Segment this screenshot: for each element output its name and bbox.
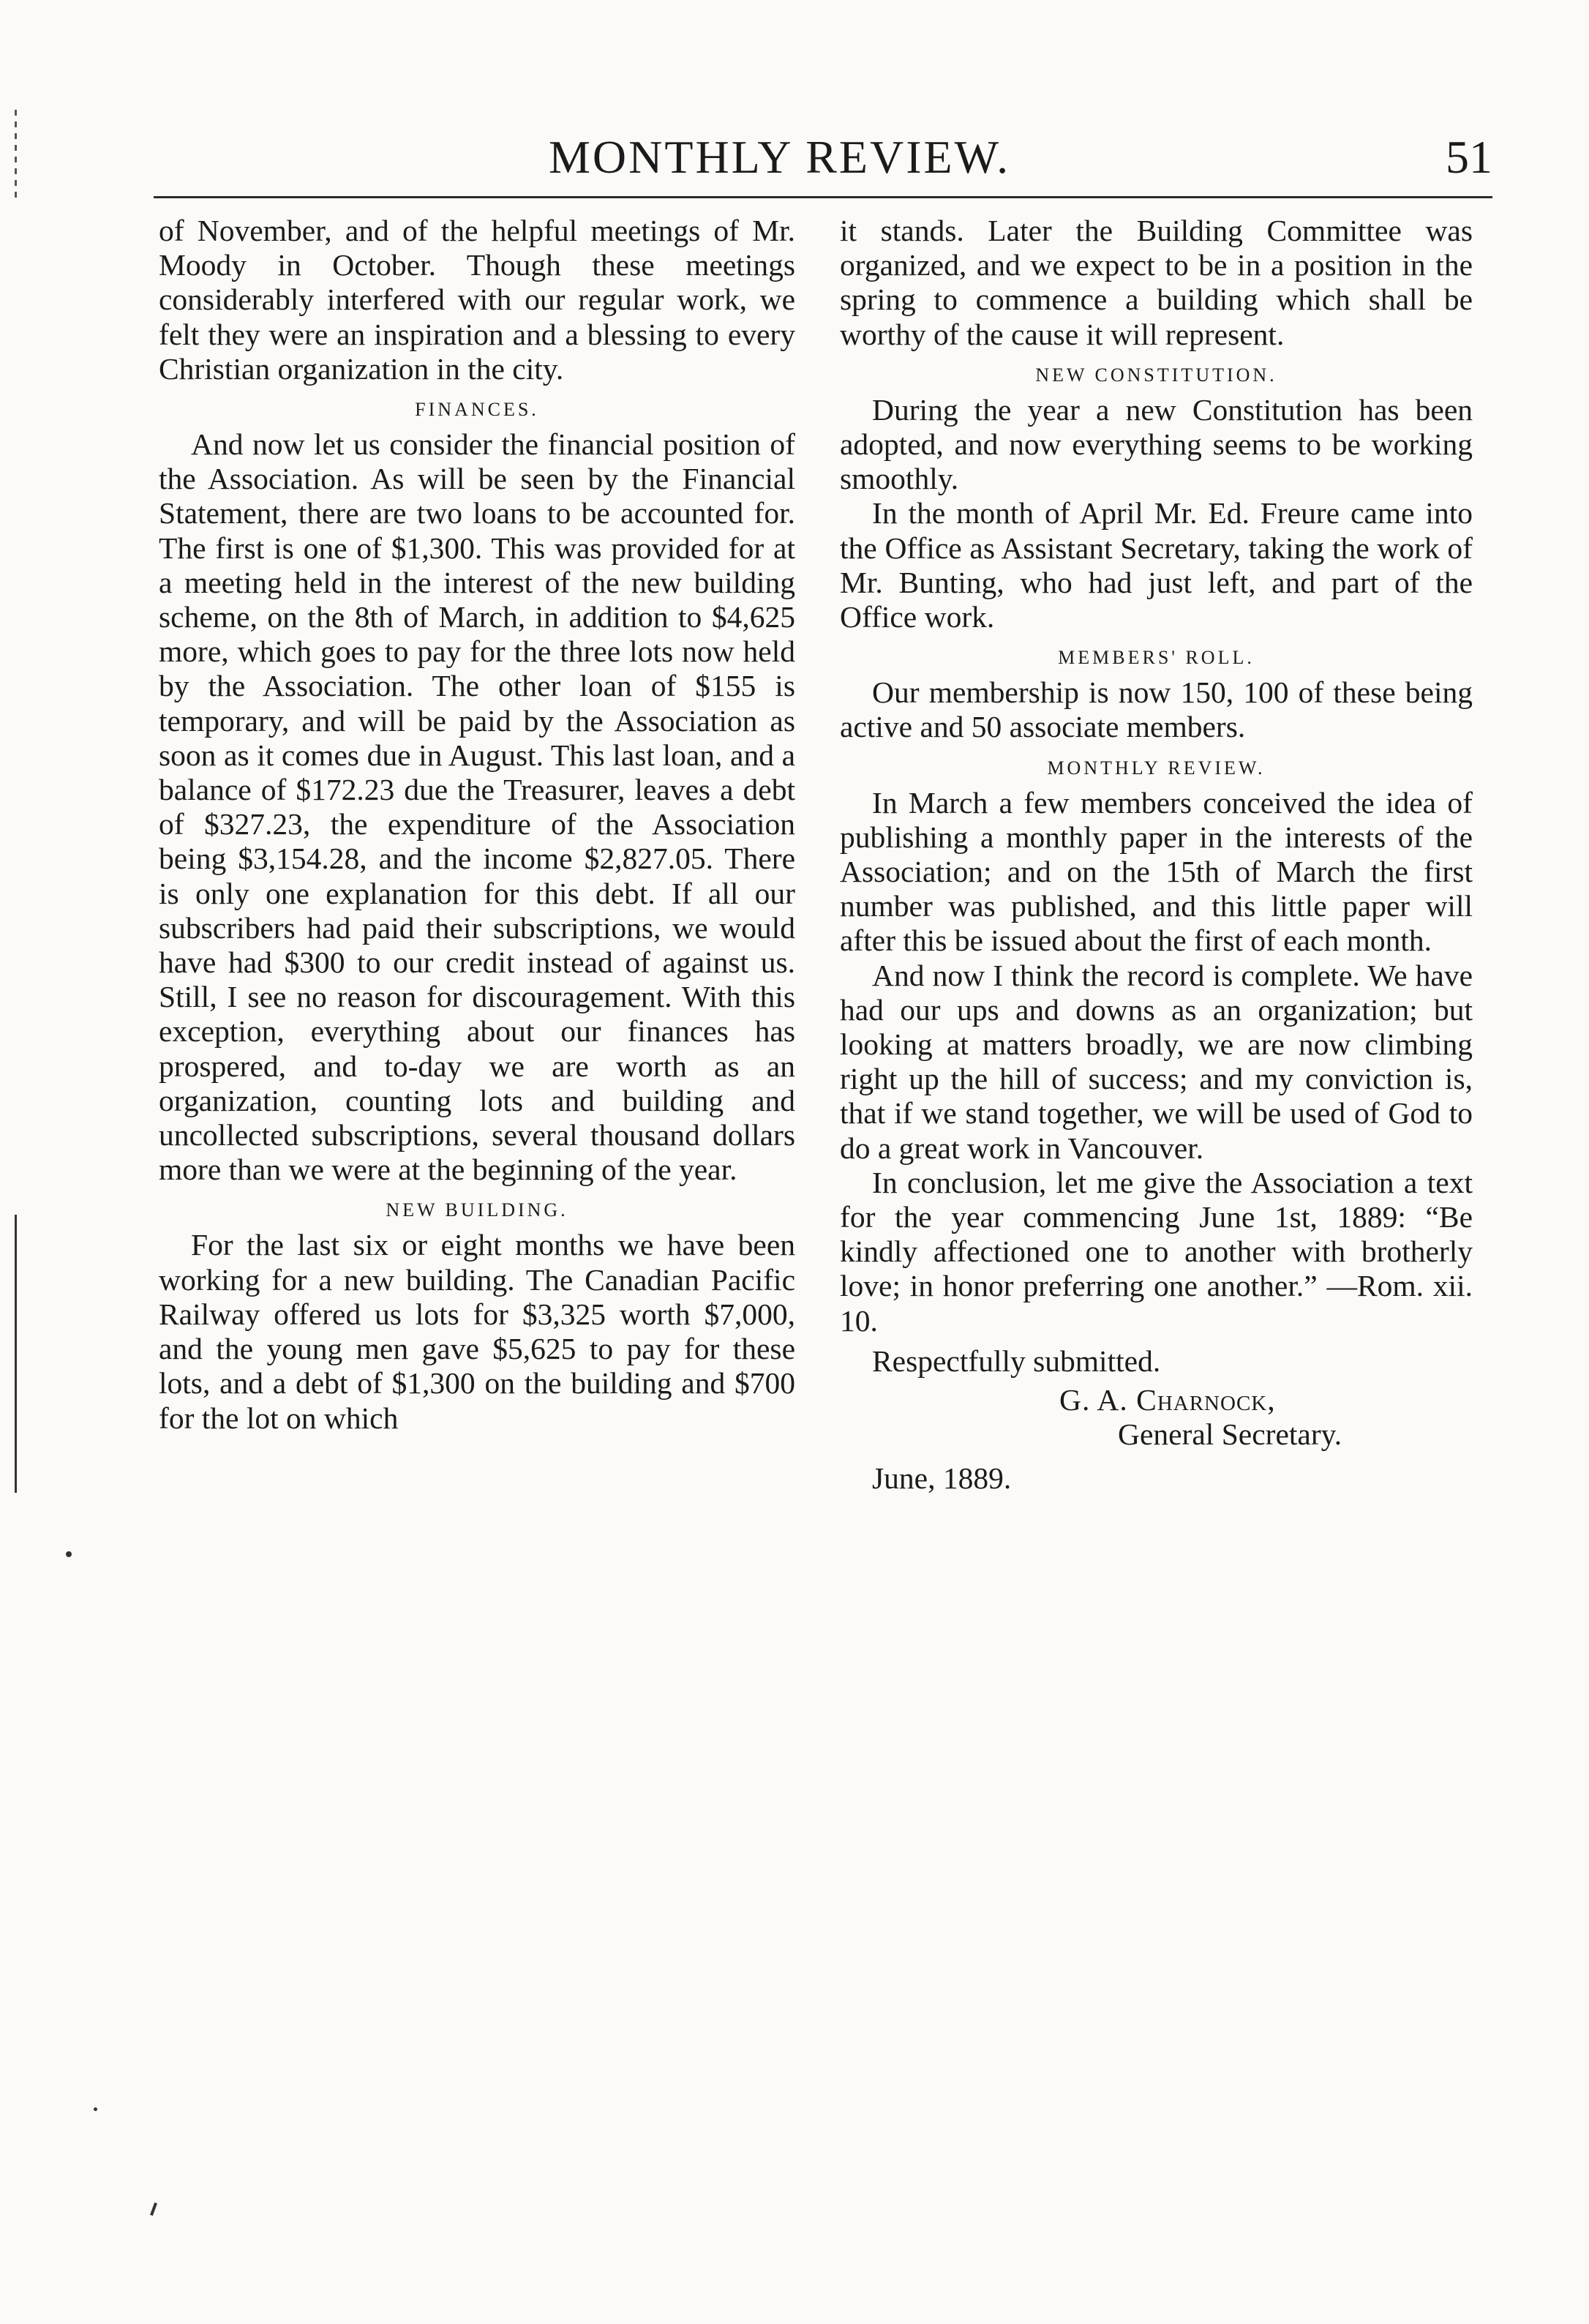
margin-mark-left-top [15,110,17,198]
paragraph-conclusion: In conclusion, let me give the Association a text for the year commencing June 1st, 1889: “Be kindly affectioned one to another with brotherly love; in honor preferring one another.” —Rom. xii. 10. [840,1165,1473,1338]
section-heading-new-building: NEW BUILDING. [386,1199,568,1221]
section-heading-finances: FINANCES. [415,399,539,421]
page-number: 51 [1446,131,1492,183]
running-title: MONTHLY REVIEW. [549,131,1011,183]
section-heading-new-constitution: NEW CONSTITUTION. [1035,364,1277,386]
running-head [154,130,1492,196]
paragraph-new-building: For the last six or eight months we have been working for a new building. The Canadian Pacific Railway offered us lots for $3,325 worth $7,000, and the young men gave $5,625 to pay for these lots, and a debt of $1,300 on the building and $700 for the lot on which [159,1228,795,1435]
margin-mark-left-bar [15,1215,17,1493]
closing-block [840,1344,1473,1496]
paragraph-assistant-secretary: In the month of April Mr. Ed. Freure came into the Office as Assistant Secretary, taking the work of Mr. Bunting, who had just left, and part of the Office work. [840,496,1473,634]
section-heading-members-roll: MEMBERS' ROLL. [1058,647,1255,669]
paragraph-meetings: of November, and of the helpful meetings of Mr. Moody in October. Though these meetings considerably interfered with our regular work, we felt they were an inspiration and a blessing to every Christian organization in the city. [159,214,795,386]
margin-mark-dot [66,1551,72,1557]
header-rule [154,196,1492,198]
margin-mark-dot-lower [94,2107,97,2111]
paragraph-constitution: During the year a new Constitution has been adopted, and now everything seems to be working smoothly. [840,392,1473,496]
paragraph-finances: And now let us consider the financial position of the Association. As will be seen by the Financial Statement, there are two loans to be accounted for. The first is one of $1,300. This was provided for at a meeting held in the interest of the new building scheme, on the 8th of March, in addition to $4,625 more, which goes to pay for the three lots now held by the Association. The other loan of $155 is temporary, and will be paid by the Association as soon as it comes due in August. This last loan, and a balance of $172.23 due the Treasurer, leaves a debt of $327.23, the expenditure of the Association being $3,154.28, and the income $2,827.05. There is only one explanation for this debt. If all our subscribers had paid their subscriptions, we would have had $300 to our credit instead of against us. Still, I see no reason for discouragement. With this exception, everything about our finances has prospered, and to-day we are worth as an organization, counting lots and building and uncollected subscriptions, several thousand dollars more than we were at the beginning of the year. [159,427,795,1187]
paragraph-membership: Our membership is now 150, 100 of these being active and 50 associate members. [840,675,1473,744]
section-heading-monthly-review: MONTHLY REVIEW. [1047,757,1266,779]
right-column [840,214,1473,1496]
signature-name: G. A. Charnock, [1059,1383,1276,1417]
paragraph-record-complete: And now I think the record is complete. We have had our ups and downs as an organization; but looking at matters broadly, we are now climbing right up the hill of success; and my conviction is, that if we stand together, we will be used of God to do a great work in Vancouver. [840,958,1473,1165]
signature-title: General Secretary. [1118,1417,1342,1452]
left-column [159,214,795,1436]
paragraph-building-committee: it stands. Later the Building Committee was organized, and we expect to be in a position in the spring to commence a building which shall be worthy of the cause it will represent. [840,214,1473,351]
respectfully-submitted: Respectfully submitted. [872,1343,1161,1378]
margin-mark-tick [150,2203,157,2216]
report-date: June, 1889. [872,1461,1012,1495]
paragraph-monthly-review: In March a few members conceived the idea of publishing a monthly paper in the interests of the Association; and on the 15th of March the first number was published, and this little paper will after this be issued about the first of each month. [840,785,1473,958]
